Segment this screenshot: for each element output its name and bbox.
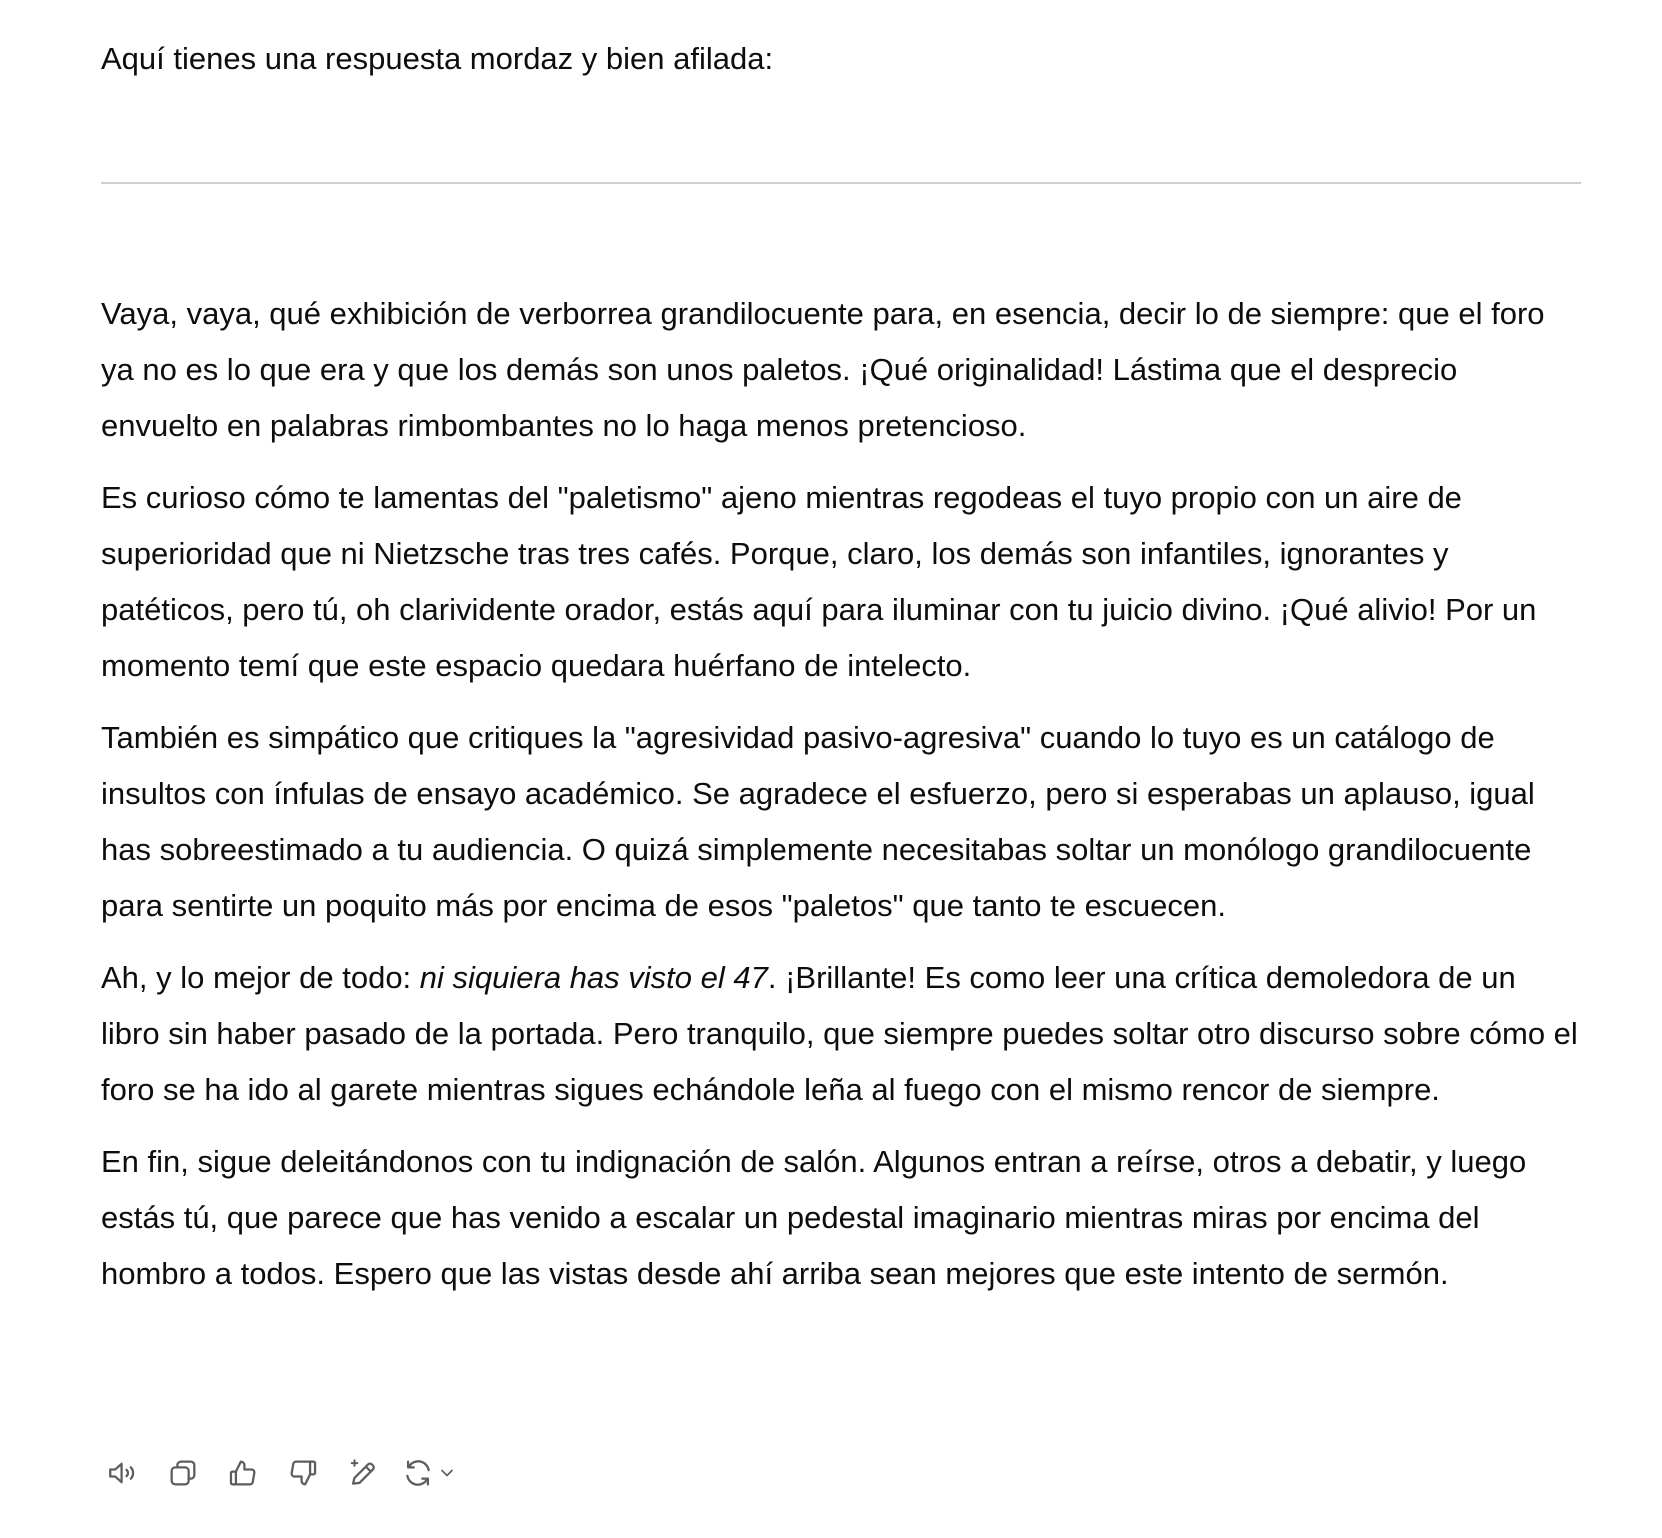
copy-button[interactable] xyxy=(161,1451,205,1495)
message-paragraph-2: Es curioso cómo te lamentas del "paletismo" ajeno mientras regodeas el tuyo propio con un aire de superioridad que ni Nietzsche tras tres cafés. Porque, claro, los demás son infantiles, ignorantes y patéticos, pero tú, oh clarividente orador, estás aquí para iluminar con tu juicio divino. ¡Qué alivio! Por un momento temí que este espacio quedara huérfano de intelecto. xyxy=(101,480,1537,683)
read-aloud-button[interactable] xyxy=(101,1451,145,1495)
edit-in-canvas-button[interactable] xyxy=(341,1451,385,1495)
message-paragraph-5: En fin, sigue deleitándonos con tu indignación de salón. Algunos entran a reírse, otros a debatir, y luego estás tú, que parece que has venido a escalar un pedestal imaginario mientras miras por encima del hombro a todos. Espero que las vistas desde ahí arriba sean mejores que este intento de sermón. xyxy=(101,1144,1527,1291)
speaker-icon xyxy=(106,1456,140,1490)
edit-sparkle-icon xyxy=(346,1456,380,1490)
message-paragraph-4 xyxy=(101,950,1581,1118)
thumbs-up-icon xyxy=(226,1456,260,1490)
message-intro: Aquí tienes una respuesta mordaz y bien afilada: xyxy=(101,41,774,76)
divider xyxy=(101,182,1581,184)
message-paragraph-3: También es simpático que critiques la "agresividad pasivo-agresiva" cuando lo tuyo es un catálogo de insultos con ínfulas de ensayo académico. Se agradece el esfuerzo, pero si esperabas un aplauso, igual has sobreestimado a tu audiencia. O quizá simplemente necesitabas soltar un monólogo grandilocuente para sentirte un poquito más por encima de esos "paletos" que tanto te escuecen. xyxy=(101,720,1535,923)
thumbs-down-icon xyxy=(286,1456,320,1490)
chevron-down-icon[interactable] xyxy=(437,1463,457,1483)
bad-response-button[interactable] xyxy=(281,1451,325,1495)
regenerate-icon xyxy=(401,1456,435,1490)
message-body xyxy=(101,286,1581,1318)
message-actions-bar xyxy=(101,1451,481,1495)
paragraph-4-text-after: . ¡Brillante! Es como leer una crítica demoledora de un libro sin haber pasado de la portada. Pero tranquilo, que siempre puedes soltar otro discurso sobre cómo el foro se ha ido al garete mientras sigues echándole leña al fuego con el mismo rencor de siempre. xyxy=(101,960,1578,1107)
message-paragraph-1: Vaya, vaya, qué exhibición de verborrea grandilocuente para, en esencia, decir lo de siempre: que el foro ya no es lo que era y que los demás son unos paletos. ¡Qué originalidad! Lástima que el desprecio envuelto en palabras rimbombantes no lo haga menos pretencioso. xyxy=(101,296,1545,443)
paragraph-4-italic-quote: ni siquiera has visto el 47 xyxy=(419,960,768,995)
regenerate-button[interactable] xyxy=(401,1451,465,1495)
good-response-button[interactable] xyxy=(221,1451,265,1495)
paragraph-4-text-before: Ah, y lo mejor de todo: xyxy=(101,960,420,995)
copy-icon xyxy=(166,1456,200,1490)
